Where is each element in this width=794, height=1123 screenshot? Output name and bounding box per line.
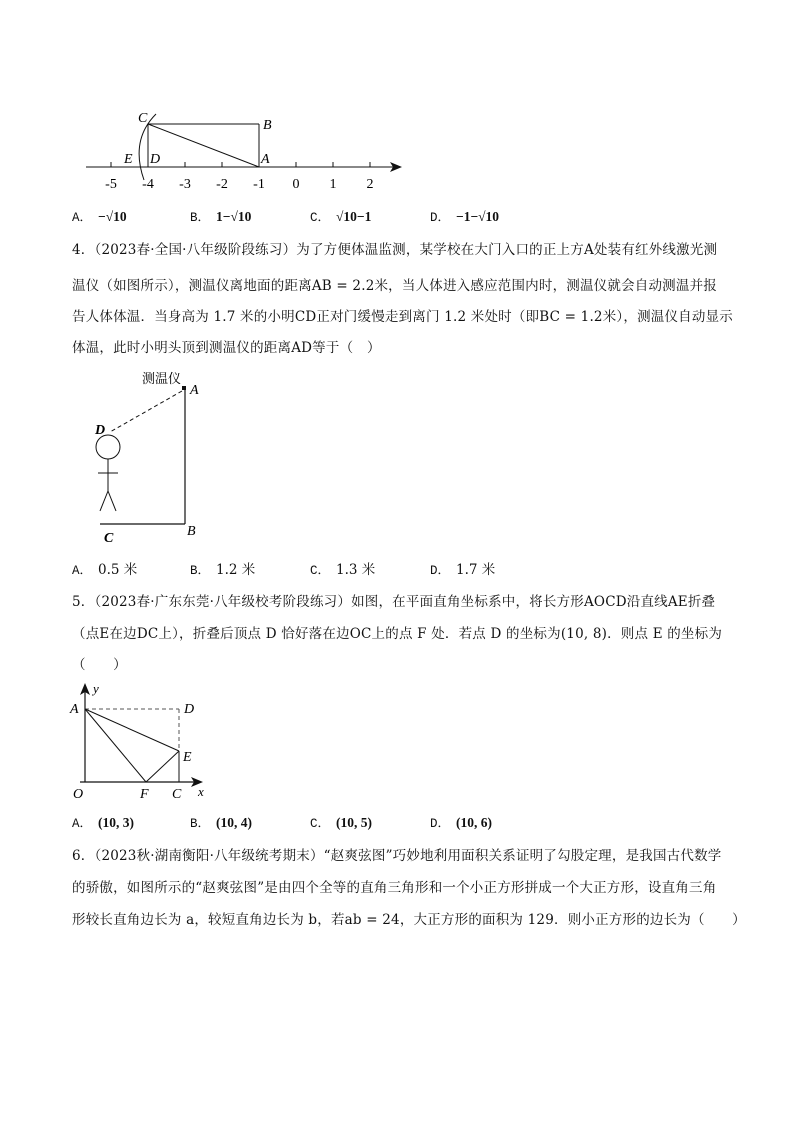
option-letter: B． xyxy=(190,817,211,831)
option-letter: A． xyxy=(72,817,93,831)
q5-option-d[interactable] xyxy=(430,813,492,831)
point-label-D: D xyxy=(150,152,161,167)
q4-option-c[interactable] xyxy=(310,558,375,578)
point-label-O: O xyxy=(73,787,84,802)
q5-option-b[interactable] xyxy=(190,813,252,831)
tick-label: 0 xyxy=(292,177,300,192)
q6-text-line-3: 形较长直角边长为 a，较短直角边长为 b，若ab = 24，大正方形的面积为 129．则小正方形的边长为（ ） xyxy=(72,912,746,928)
option-value: −1−√10 xyxy=(456,209,500,224)
option-value: 1.2 米 xyxy=(216,562,256,578)
tick-label: -1 xyxy=(253,177,265,192)
tick-label: 1 xyxy=(329,177,337,192)
option-value: (10, 3) xyxy=(98,815,135,830)
point-label-C: C xyxy=(172,787,182,802)
point-label-B: B xyxy=(263,118,272,133)
q5-text-line-2: （点E在边DC上），折叠后顶点 D 恰好落在边OC上的点 F 处．若点 D 的坐标为(10, 8)．则点 E 的坐标为 xyxy=(72,626,723,642)
point-label-A: A xyxy=(190,383,199,398)
q5-option-c[interactable] xyxy=(310,813,372,831)
q6-text-line-2: 的骄傲，如图所示的“赵爽弦图”是由四个全等的直角三角形和一个小正方形拼成一个大正方形，设直角三角 xyxy=(72,880,717,896)
option-letter: A． xyxy=(72,211,93,225)
tick-label: -2 xyxy=(216,177,228,192)
option-letter: C． xyxy=(310,817,331,831)
option-value: √10−1 xyxy=(336,209,372,224)
q5-option-a[interactable] xyxy=(72,813,134,831)
q4-text-line-1: 4．（2023春·全国·八年级阶段练习）为了方便体温监测，某学校在大门入口的正上方A处装有红外线激光测 xyxy=(72,242,718,258)
option-value: 0.5 米 xyxy=(98,562,138,578)
option-letter: C． xyxy=(310,564,331,578)
q4-text-line-4: 体温，此时小明头顶到测温仪的距离AD等于（ ） xyxy=(72,340,381,356)
q3-option-d[interactable] xyxy=(430,207,499,225)
option-letter: D． xyxy=(430,211,451,225)
option-value: (10, 6) xyxy=(456,815,493,830)
figure-q5-coordinate-fold xyxy=(60,675,220,805)
point-label-A: A xyxy=(70,702,79,717)
q4-option-d[interactable] xyxy=(430,558,495,578)
q5-text-line-3: （ ） xyxy=(72,657,127,673)
option-letter: D． xyxy=(430,564,451,578)
option-value: (10, 4) xyxy=(216,815,253,830)
option-value: (10, 5) xyxy=(336,815,373,830)
point-label-A: A xyxy=(261,152,270,167)
q3-option-c[interactable] xyxy=(310,207,371,225)
point-label-D: D xyxy=(95,423,106,438)
q4-option-a[interactable] xyxy=(72,558,137,578)
q4-text-line-3: 告人体体温．当身高为 1.7 米的小明CD正对门缓慢走到离门 1.2 米处时（即BC = 1.2米），测温仪自动显示 xyxy=(72,309,733,325)
device-label: 测温仪 xyxy=(142,371,182,386)
option-letter: A． xyxy=(72,564,93,578)
option-value: 1−√10 xyxy=(216,209,252,224)
point-label-F: F xyxy=(140,787,149,802)
point-label-B: B xyxy=(187,524,196,539)
q5-text-line-1: 5．（2023春·广东东莞·八年级校考阶段练习）如图，在平面直角坐标系中，将长方形AOCD沿直线AE折叠 xyxy=(72,594,716,610)
q4-option-b[interactable] xyxy=(190,558,255,578)
tick-label: 2 xyxy=(366,177,374,192)
point-label-E: E xyxy=(124,152,133,167)
q3-option-b[interactable] xyxy=(190,207,251,225)
q4-text-line-2: 温仪（如图所示），测温仪离地面的距离AB = 2.2米，当人体进入感应范围内时，测温仪就会自动测温并报 xyxy=(72,278,717,294)
axis-label-y: y xyxy=(93,681,99,696)
point-label-C: C xyxy=(138,111,148,126)
tick-label: -4 xyxy=(142,177,154,192)
tick-label: -3 xyxy=(179,177,191,192)
figure-q4-thermometer xyxy=(80,365,230,545)
option-letter: D． xyxy=(430,817,451,831)
point-label-E: E xyxy=(183,750,192,765)
q3-option-a[interactable] xyxy=(72,207,127,225)
option-letter: B． xyxy=(190,211,211,225)
option-value: 1.7 米 xyxy=(456,562,496,578)
option-letter: C． xyxy=(310,211,331,225)
q6-text-line-1: 6．（2023秋·湖南衡阳·八年级统考期末）“赵爽弦图”巧妙地利用面积关系证明了勾股定理，是我国古代数学 xyxy=(72,848,722,864)
point-label-D: D xyxy=(184,702,195,717)
figure-q3-number-line xyxy=(80,100,410,200)
tick-label: -5 xyxy=(105,177,117,192)
axis-label-x: x xyxy=(198,784,204,799)
option-value: 1.3 米 xyxy=(336,562,376,578)
option-value: −√10 xyxy=(98,209,127,224)
option-letter: B． xyxy=(190,564,211,578)
point-label-C: C xyxy=(104,531,114,545)
